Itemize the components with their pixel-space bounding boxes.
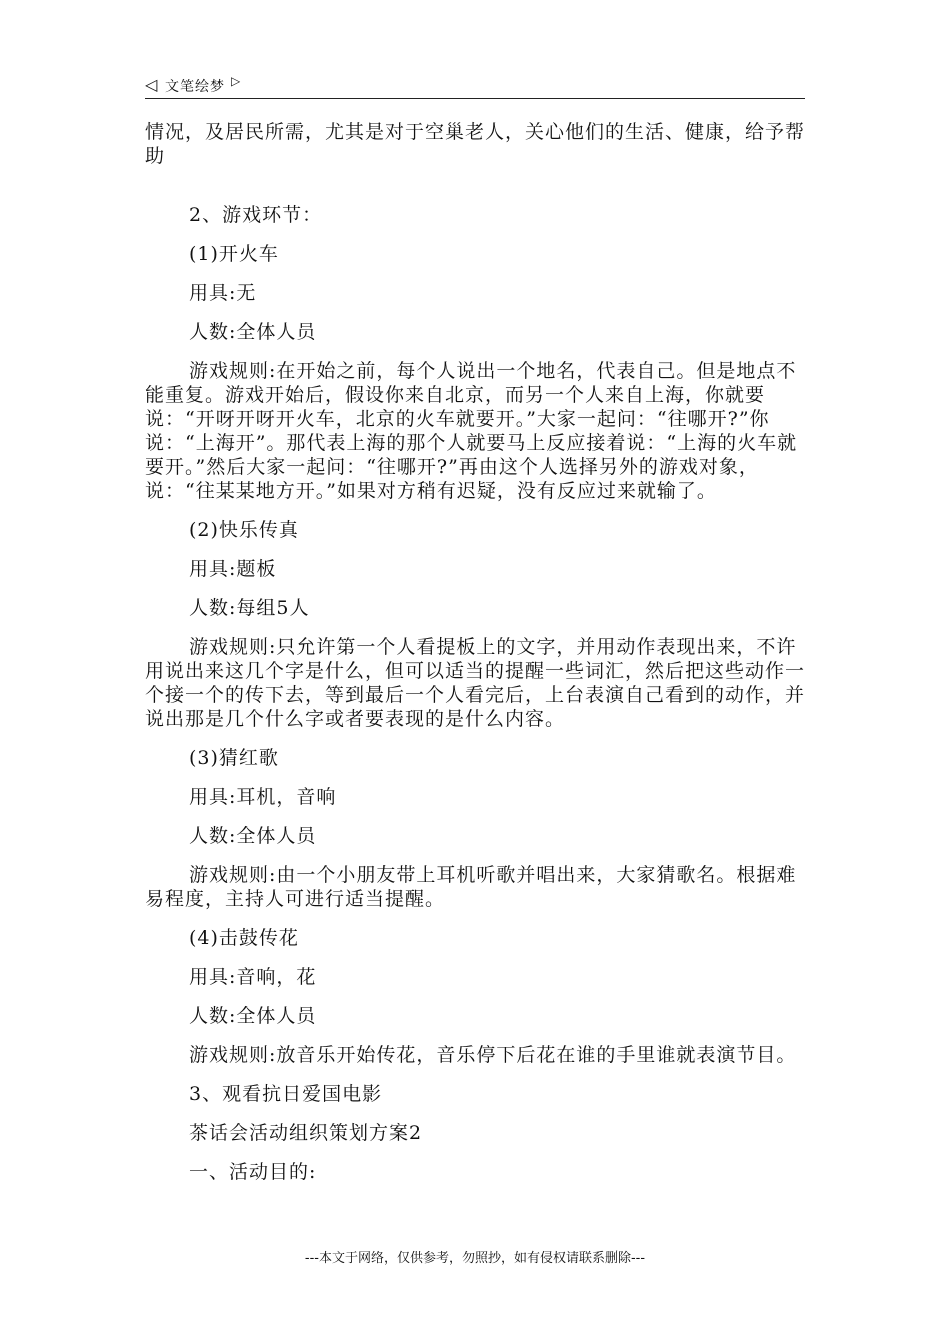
paragraph: 人数:全体人员 (189, 825, 317, 847)
subsection-heading: (2)快乐传真 (189, 519, 299, 541)
section-heading: 一、活动目的: (189, 1161, 317, 1183)
subsection-heading: (1)开火车 (189, 243, 279, 265)
paragraph: 游戏规则:在开始之前，每个人说出一个地名，代表自己。但是地点不能重复。游戏开始后，假设你来自北京，而另一个人来自上海，你就要说：“开呀开呀开火车，北京的火车就要开。”大家一起问：“往哪开?”你说：“上海开”。那代表上海的那个人就要马上反应接着说：“上海的火车就要开。”然后大家一起问：“往哪开?”再由这个人选择另外的游戏对象，说：“往某某地方开。”如果对方稍有迟疑，没有反应过来就输了。 (145, 360, 798, 502)
paragraph: 用具:耳机，音响 (189, 786, 337, 808)
subsection-heading: (3)猜红歌 (189, 747, 279, 769)
header-brand: 文笔绘梦 (165, 79, 225, 95)
section-heading: 2、游戏环节： (189, 204, 323, 226)
paragraph: 人数:全体人员 (189, 321, 317, 343)
paragraph: 情况，及居民所需，尤其是对于空巢老人，关心他们的生活、健康，给予帮助 (145, 121, 806, 167)
document-title: 茶话会活动组织策划方案2 (189, 1122, 423, 1144)
paragraph: 游戏规则:由一个小朋友带上耳机听歌并唱出来，大家猜歌名。根据难易程度，主持人可进行适当提醒。 (145, 864, 797, 910)
paragraph: 游戏规则:只允许第一个人看提板上的文字，并用动作表现出来，不许用说出来这几个字是什么，但可以适当的提醒一些词汇，然后把这些动作一个接一个的传下去，等到最后一个人看完后，上台表演自己看到的动作，并说出那是几个什么字或者要表现的是什么内容。 (145, 636, 806, 730)
document-body (145, 120, 813, 1183)
triangle-left-icon: ◁ (145, 75, 158, 94)
paragraph: 人数:全体人员 (189, 1005, 317, 1027)
paragraph: 用具:题板 (189, 558, 277, 580)
page-header (145, 74, 805, 99)
paragraph: 游戏规则:放音乐开始传花，音乐停下后花在谁的手里谁就表演节目。 (189, 1044, 797, 1066)
paragraph: 用具:无 (189, 282, 257, 304)
footer-notice: ---本文于网络，仅供参考，勿照抄，如有侵权请联系删除--- (304, 1251, 646, 1266)
paragraph: 人数:每组5人 (189, 597, 310, 619)
paragraph: 用具:音响，花 (189, 966, 317, 988)
section-heading: 3、观看抗日爱国电影 (189, 1083, 383, 1105)
subsection-heading: (4)击鼓传花 (189, 927, 299, 949)
triangle-right-icon: ▷ (231, 74, 241, 88)
